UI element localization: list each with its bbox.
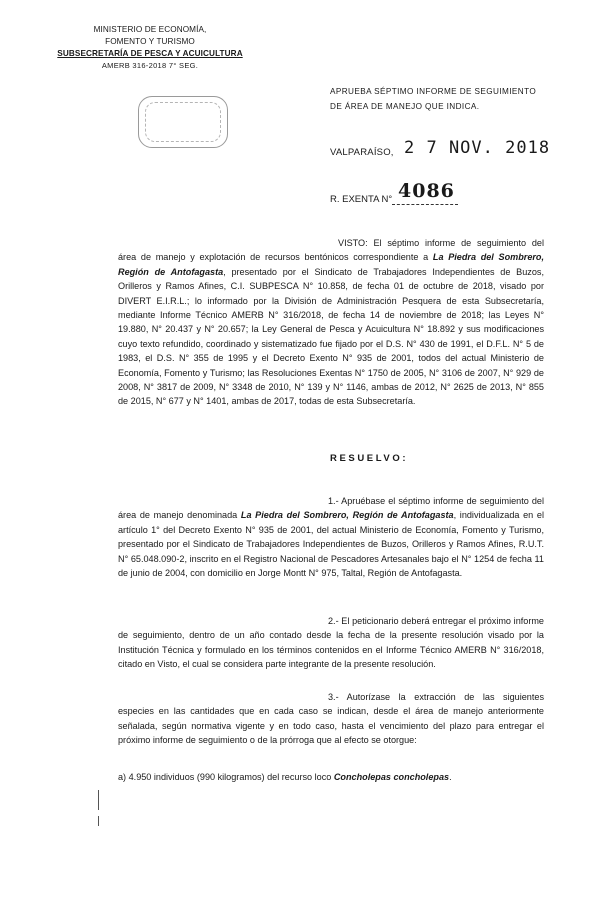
subject-line-1: APRUEBA SÉPTIMO INFORME DE SEGUIMIENTO <box>330 87 537 96</box>
item-a-text-1: a) 4.950 individuos (990 kilogramos) del recurso loco <box>118 772 334 782</box>
resuelvo-heading: RESUELVO: <box>330 453 409 464</box>
document-subject <box>330 84 570 114</box>
visto-paragraph <box>118 236 544 409</box>
scan-mark-2 <box>98 816 99 826</box>
resolution-number <box>330 180 590 210</box>
exenta-label: R. EXENTA N° <box>330 194 393 205</box>
document-date: 2 7 NOV. 2018 <box>404 138 551 158</box>
ministry-header <box>40 24 260 72</box>
stamp-inner-ring <box>145 102 221 142</box>
point-3-paragraph <box>118 690 544 748</box>
received-stamp <box>138 96 228 148</box>
point-2-paragraph <box>118 614 544 672</box>
header-subsecretaria: SUBSECRETARÍA DE PESCA Y ACUICULTURA <box>57 49 243 58</box>
number-underline <box>392 204 458 205</box>
subject-line-2: DE ÁREA DE MANEJO QUE INDICA. <box>330 102 480 111</box>
point-3-text: 3.- Autorízase la extracción de las siguientes especies en las cantidades que en cada caso se indican, desde el área de manejo anteriormente señalada, según normativa vigente y en todo caso, hasta el vencimiento del plazo para entregar el próximo informe de seguimiento o de la prórroga que al efecto se otorgue: <box>118 692 544 746</box>
item-a-species: Concholepas concholepas <box>333 772 450 782</box>
visto-text-1: VISTO: El séptimo informe de seguimiento del área de manejo y explotación de recursos bentónicos correspondiente a <box>118 238 544 263</box>
exenta-number: 4086 <box>398 180 455 202</box>
point-1-text-2: , individualizada en el artículo 1° del Decreto Exento N° 935 de 2001, del actual Ministerio de Economía, Fomento y Turismo, presentado por el Sindicato de Trabajadores Independientes de Buzos, Orilleros y Ramos Afines, R.U.T. N° 65.048.090-2, inscrito en el Registro Nacional de Pescadores Artesanales bajo el N° 1254 de fecha 11 de junio de 2004, con domicilio en Jorge Montt N° 975, Taltal, Región de Antofagasta. <box>118 510 544 579</box>
header-ministry-2: FOMENTO Y TURISMO <box>105 37 195 46</box>
item-a-text-2: . <box>449 772 452 782</box>
point-1-text-1: 1.- Apruébase el séptimo informe de seguimiento del área de manejo denominada <box>118 496 544 521</box>
point-1-paragraph <box>118 494 544 580</box>
scan-mark <box>98 790 99 810</box>
place-date <box>330 138 590 166</box>
visto-area-name: La Piedra del Sombrero, Región de Antofagasta <box>118 252 545 277</box>
visto-text-2: , presentado por el Sindicato de Trabajadores Independientes de Buzos, Orilleros y Ramos Afines, C.I. SUBPESCA N° 10.858, de fecha 01 de octubre de 2018, visado por DIVERT E.I.R.L.; lo informado por la División de Administración Pesquera de esta Subsecretaría, mediante Informe Técnico AMERB N° 316/2018, de fecha 14 de noviembre de 2018; las Leyes N° 19.880, N° 20.437 y N° 20.657; la Ley General de Pesca y Acuicultura N° 18.892 y sus modificaciones cuyo texto refundido, coordinado y sistematizado fue fijado por el D.S. N° 430 de 1991, el D.F.L. N° 5 de 1983, el D.S. N° 355 de 1995 y el Decreto Exento N° 935 de 2001, todos del actual Ministerio de Economía, Fomento y Turismo; las Resoluciones Exentas N° 1750 de 2005, N° 3106 de 2007, N° 929 de 2008, N° 3817 de 2009, N° 3348 de 2010, N° 139 y N° 1146, ambas de 2012, N° 2625 de 2013, N° 855 de 2015, N° 677 y N° 1401, ambas de 2017, todas de esta Subsecretaría. <box>118 266 544 407</box>
item-a <box>118 770 544 784</box>
header-reference: AMERB 316-2018 7° SEG. <box>101 61 199 70</box>
point-1-area-name: La Piedra del Sombrero, Región de Antofagasta <box>240 510 454 521</box>
header-ministry: MINISTERIO DE ECONOMÍA, <box>93 25 207 34</box>
place-label: VALPARAÍSO, <box>330 147 394 158</box>
point-2-text: 2.- El peticionario deberá entregar el próximo informe de seguimiento, dentro de un año contado desde la fecha de la presente resolución visado por la Institución Técnica y formulado en los términos contenidos en el Informe Técnico AMERB N° 316/2018, citado en Visto, el cual se considera parte integrante de la presente resolución. <box>118 616 544 670</box>
